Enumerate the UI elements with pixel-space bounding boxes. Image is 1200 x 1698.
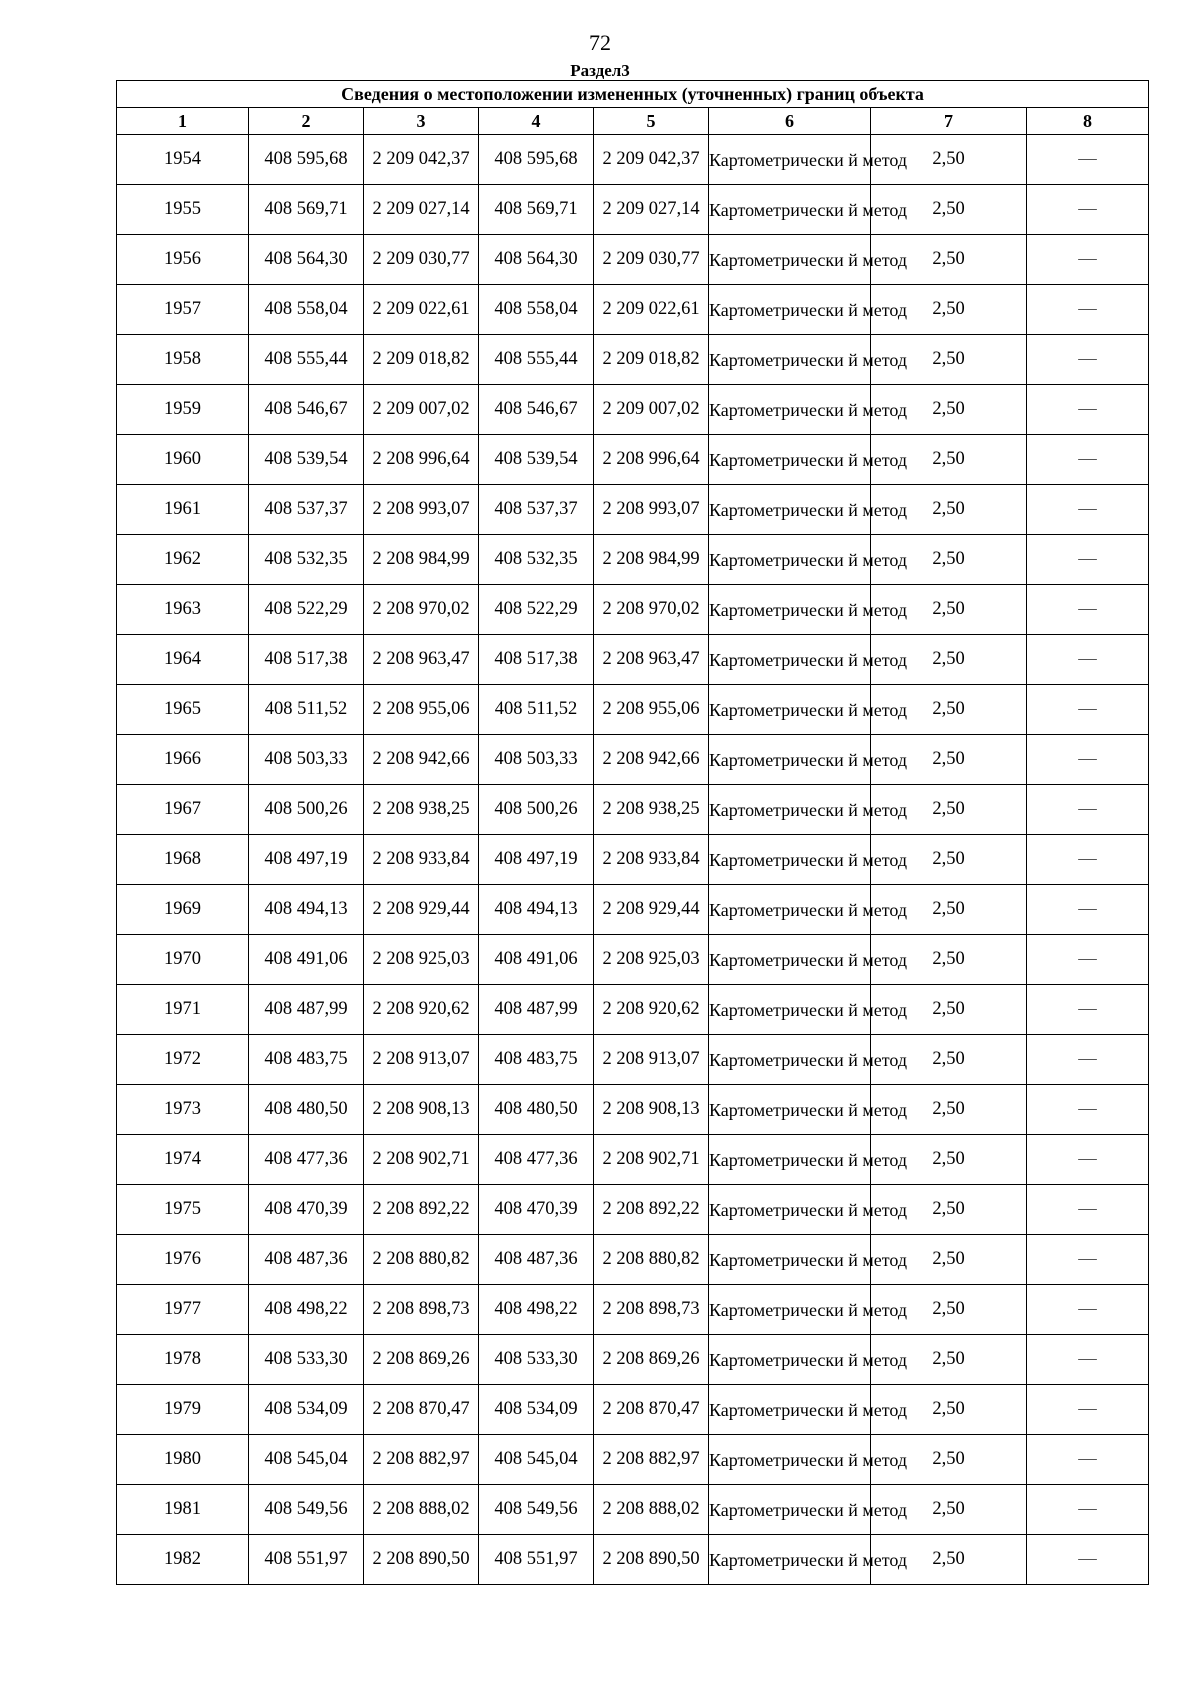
column-number: 4: [479, 108, 594, 135]
x-new-cell: 408 537,37: [479, 485, 594, 535]
x-new-cell: 408 491,06: [479, 935, 594, 985]
method-cell: Картометрически й метод: [709, 935, 871, 985]
y-new-cell: 2 208 933,84: [594, 835, 709, 885]
description-cell: —: [1027, 1185, 1149, 1235]
table-row: [117, 1535, 1149, 1585]
y-new-cell: 2 208 888,02: [594, 1485, 709, 1535]
description-cell: —: [1027, 235, 1149, 285]
x-old-cell: 408 555,44: [249, 335, 364, 385]
method-cell: Картометрически й метод: [709, 185, 871, 235]
method-cell: Картометрически й метод: [709, 735, 871, 785]
method-cell: Картометрически й метод: [709, 1335, 871, 1385]
x-new-cell: 408 558,04: [479, 285, 594, 335]
boundary-table: [116, 80, 1149, 1585]
y-new-cell: 2 209 018,82: [594, 335, 709, 385]
accuracy-cell: 2,50: [871, 585, 1027, 635]
x-new-cell: 408 487,99: [479, 985, 594, 1035]
y-new-cell: 2 208 984,99: [594, 535, 709, 585]
accuracy-cell: 2,50: [871, 1435, 1027, 1485]
description-cell: —: [1027, 535, 1149, 585]
description-cell: —: [1027, 385, 1149, 435]
accuracy-cell: 2,50: [871, 1385, 1027, 1435]
x-old-cell: 408 497,19: [249, 835, 364, 885]
y-new-cell: 2 209 030,77: [594, 235, 709, 285]
method-cell: Картометрически й метод: [709, 285, 871, 335]
y-old-cell: 2 208 898,73: [364, 1285, 479, 1335]
description-cell: —: [1027, 1285, 1149, 1335]
accuracy-cell: 2,50: [871, 985, 1027, 1035]
accuracy-cell: 2,50: [871, 385, 1027, 435]
y-new-cell: 2 208 870,47: [594, 1385, 709, 1435]
x-new-cell: 408 539,54: [479, 435, 594, 485]
x-new-cell: 408 564,30: [479, 235, 594, 285]
accuracy-cell: 2,50: [871, 135, 1027, 185]
description-cell: —: [1027, 185, 1149, 235]
description-cell: —: [1027, 1135, 1149, 1185]
table-row: [117, 285, 1149, 335]
x-new-cell: 408 595,68: [479, 135, 594, 185]
method-cell: Картометрически й метод: [709, 885, 871, 935]
y-old-cell: 2 208 920,62: [364, 985, 479, 1035]
method-cell: Картометрически й метод: [709, 1485, 871, 1535]
x-new-cell: 408 545,04: [479, 1435, 594, 1485]
table-row: [117, 385, 1149, 435]
x-old-cell: 408 494,13: [249, 885, 364, 935]
y-new-cell: 2 208 929,44: [594, 885, 709, 935]
y-old-cell: 2 208 938,25: [364, 785, 479, 835]
y-old-cell: 2 209 027,14: [364, 185, 479, 235]
description-cell: —: [1027, 735, 1149, 785]
method-cell: Картометрически й метод: [709, 1185, 871, 1235]
description-cell: —: [1027, 1035, 1149, 1085]
accuracy-cell: 2,50: [871, 1335, 1027, 1385]
method-cell: Картометрически й метод: [709, 1085, 871, 1135]
x-old-cell: 408 564,30: [249, 235, 364, 285]
point-number-cell: 1966: [117, 735, 249, 785]
x-old-cell: 408 534,09: [249, 1385, 364, 1435]
table-row: [117, 835, 1149, 885]
x-new-cell: 408 522,29: [479, 585, 594, 635]
table-row: [117, 1135, 1149, 1185]
page-number: 72: [589, 30, 611, 55]
description-cell: —: [1027, 285, 1149, 335]
point-number-cell: 1964: [117, 635, 249, 685]
accuracy-cell: 2,50: [871, 835, 1027, 885]
point-number-cell: 1967: [117, 785, 249, 835]
table-row: [117, 935, 1149, 985]
x-old-cell: 408 546,67: [249, 385, 364, 435]
x-old-cell: 408 569,71: [249, 185, 364, 235]
x-new-cell: 408 487,36: [479, 1235, 594, 1285]
x-new-cell: 408 470,39: [479, 1185, 594, 1235]
y-new-cell: 2 208 955,06: [594, 685, 709, 735]
x-old-cell: 408 537,37: [249, 485, 364, 535]
y-old-cell: 2 208 942,66: [364, 735, 479, 785]
y-old-cell: 2 208 880,82: [364, 1235, 479, 1285]
y-old-cell: 2 208 913,07: [364, 1035, 479, 1085]
x-old-cell: 408 558,04: [249, 285, 364, 335]
x-old-cell: 408 491,06: [249, 935, 364, 985]
x-new-cell: 408 511,52: [479, 685, 594, 735]
x-new-cell: 408 517,38: [479, 635, 594, 685]
description-cell: —: [1027, 1435, 1149, 1485]
accuracy-cell: 2,50: [871, 335, 1027, 385]
method-cell: Картометрически й метод: [709, 535, 871, 585]
accuracy-cell: 2,50: [871, 785, 1027, 835]
x-old-cell: 408 500,26: [249, 785, 364, 835]
x-old-cell: 408 517,38: [249, 635, 364, 685]
column-number: 2: [249, 108, 364, 135]
column-number: 6: [709, 108, 871, 135]
point-number-cell: 1972: [117, 1035, 249, 1085]
method-cell: Картометрически й метод: [709, 1385, 871, 1435]
x-old-cell: 408 498,22: [249, 1285, 364, 1335]
y-old-cell: 2 208 993,07: [364, 485, 479, 535]
method-cell: Картометрически й метод: [709, 1035, 871, 1085]
description-cell: —: [1027, 335, 1149, 385]
description-cell: —: [1027, 885, 1149, 935]
point-number-cell: 1982: [117, 1535, 249, 1585]
accuracy-cell: 2,50: [871, 1485, 1027, 1535]
y-old-cell: 2 208 888,02: [364, 1485, 479, 1535]
y-new-cell: 2 208 898,73: [594, 1285, 709, 1335]
accuracy-cell: 2,50: [871, 435, 1027, 485]
table-row: [117, 985, 1149, 1035]
method-cell: Картометрически й метод: [709, 435, 871, 485]
point-number-cell: 1981: [117, 1485, 249, 1535]
table-row: [117, 235, 1149, 285]
table-row: [117, 1485, 1149, 1535]
point-number-cell: 1965: [117, 685, 249, 735]
point-number-cell: 1974: [117, 1135, 249, 1185]
table-row: [117, 635, 1149, 685]
y-new-cell: 2 209 007,02: [594, 385, 709, 435]
column-number: 1: [117, 108, 249, 135]
y-new-cell: 2 208 970,02: [594, 585, 709, 635]
method-cell: Картометрически й метод: [709, 1135, 871, 1185]
y-old-cell: 2 208 996,64: [364, 435, 479, 485]
y-old-cell: 2 208 925,03: [364, 935, 479, 985]
x-new-cell: 408 500,26: [479, 785, 594, 835]
description-cell: —: [1027, 685, 1149, 735]
y-new-cell: 2 208 902,71: [594, 1135, 709, 1185]
point-number-cell: 1961: [117, 485, 249, 535]
y-old-cell: 2 209 042,37: [364, 135, 479, 185]
method-cell: Картометрически й метод: [709, 1235, 871, 1285]
y-old-cell: 2 209 007,02: [364, 385, 479, 435]
x-new-cell: 408 494,13: [479, 885, 594, 935]
method-cell: Картометрически й метод: [709, 1535, 871, 1585]
point-number-cell: 1978: [117, 1335, 249, 1385]
table-row: [117, 1435, 1149, 1485]
point-number-cell: 1970: [117, 935, 249, 985]
x-old-cell: 408 539,54: [249, 435, 364, 485]
accuracy-cell: 2,50: [871, 1235, 1027, 1285]
table-row: [117, 335, 1149, 385]
method-cell: Картометрически й метод: [709, 335, 871, 385]
y-new-cell: 2 209 042,37: [594, 135, 709, 185]
method-cell: Картометрически й метод: [709, 135, 871, 185]
accuracy-cell: 2,50: [871, 1185, 1027, 1235]
y-new-cell: 2 209 027,14: [594, 185, 709, 235]
accuracy-cell: 2,50: [871, 935, 1027, 985]
table-row: [117, 485, 1149, 535]
y-old-cell: 2 208 870,47: [364, 1385, 479, 1435]
description-cell: —: [1027, 135, 1149, 185]
table-row: [117, 735, 1149, 785]
description-cell: —: [1027, 835, 1149, 885]
y-old-cell: 2 208 970,02: [364, 585, 479, 635]
table-row: [117, 585, 1149, 635]
table-body: [117, 135, 1149, 1585]
point-number-cell: 1956: [117, 235, 249, 285]
table-caption: Сведения о местоположении измененных (уточненных) границ объекта: [117, 81, 1149, 108]
method-cell: Картометрически й метод: [709, 585, 871, 635]
point-number-cell: 1959: [117, 385, 249, 435]
description-cell: —: [1027, 785, 1149, 835]
x-new-cell: 408 497,19: [479, 835, 594, 885]
table-row: [117, 435, 1149, 485]
accuracy-cell: 2,50: [871, 1135, 1027, 1185]
y-new-cell: 2 208 880,82: [594, 1235, 709, 1285]
x-new-cell: 408 549,56: [479, 1485, 594, 1535]
accuracy-cell: 2,50: [871, 885, 1027, 935]
column-number: 5: [594, 108, 709, 135]
accuracy-cell: 2,50: [871, 235, 1027, 285]
accuracy-cell: 2,50: [871, 635, 1027, 685]
column-number: 7: [871, 108, 1027, 135]
y-old-cell: 2 209 018,82: [364, 335, 479, 385]
accuracy-cell: 2,50: [871, 285, 1027, 335]
y-new-cell: 2 208 892,22: [594, 1185, 709, 1235]
point-number-cell: 1977: [117, 1285, 249, 1335]
point-number-cell: 1955: [117, 185, 249, 235]
x-old-cell: 408 511,52: [249, 685, 364, 735]
accuracy-cell: 2,50: [871, 185, 1027, 235]
table-row: [117, 885, 1149, 935]
table-row: [117, 685, 1149, 735]
table-row: [117, 785, 1149, 835]
point-number-cell: 1979: [117, 1385, 249, 1435]
description-cell: —: [1027, 1385, 1149, 1435]
y-new-cell: 2 208 920,62: [594, 985, 709, 1035]
description-cell: —: [1027, 1335, 1149, 1385]
y-new-cell: 2 208 869,26: [594, 1335, 709, 1385]
x-old-cell: 408 549,56: [249, 1485, 364, 1535]
y-new-cell: 2 208 908,13: [594, 1085, 709, 1135]
table-row: [117, 1285, 1149, 1335]
accuracy-cell: 2,50: [871, 1535, 1027, 1585]
accuracy-cell: 2,50: [871, 735, 1027, 785]
y-new-cell: 2 208 882,97: [594, 1435, 709, 1485]
x-new-cell: 408 569,71: [479, 185, 594, 235]
x-old-cell: 408 503,33: [249, 735, 364, 785]
x-old-cell: 408 532,35: [249, 535, 364, 585]
method-cell: Картометрически й метод: [709, 385, 871, 435]
point-number-cell: 1963: [117, 585, 249, 635]
x-old-cell: 408 477,36: [249, 1135, 364, 1185]
description-cell: —: [1027, 435, 1149, 485]
method-cell: Картометрически й метод: [709, 985, 871, 1035]
point-number-cell: 1969: [117, 885, 249, 935]
x-new-cell: 408 546,67: [479, 385, 594, 435]
accuracy-cell: 2,50: [871, 1035, 1027, 1085]
x-old-cell: 408 522,29: [249, 585, 364, 635]
x-new-cell: 408 534,09: [479, 1385, 594, 1435]
description-cell: —: [1027, 585, 1149, 635]
y-old-cell: 2 208 933,84: [364, 835, 479, 885]
description-cell: —: [1027, 1535, 1149, 1585]
description-cell: —: [1027, 1485, 1149, 1535]
table-row: [117, 535, 1149, 585]
point-number-cell: 1976: [117, 1235, 249, 1285]
column-number: 3: [364, 108, 479, 135]
accuracy-cell: 2,50: [871, 1085, 1027, 1135]
x-old-cell: 408 470,39: [249, 1185, 364, 1235]
y-old-cell: 2 208 892,22: [364, 1185, 479, 1235]
y-new-cell: 2 208 996,64: [594, 435, 709, 485]
y-new-cell: 2 208 963,47: [594, 635, 709, 685]
y-old-cell: 2 208 963,47: [364, 635, 479, 685]
method-cell: Картометрически й метод: [709, 835, 871, 885]
y-new-cell: 2 208 925,03: [594, 935, 709, 985]
x-new-cell: 408 551,97: [479, 1535, 594, 1585]
point-number-cell: 1975: [117, 1185, 249, 1235]
table-row: [117, 135, 1149, 185]
x-old-cell: 408 545,04: [249, 1435, 364, 1485]
y-new-cell: 2 208 913,07: [594, 1035, 709, 1085]
x-new-cell: 408 555,44: [479, 335, 594, 385]
x-old-cell: 408 533,30: [249, 1335, 364, 1385]
description-cell: —: [1027, 985, 1149, 1035]
point-number-cell: 1960: [117, 435, 249, 485]
x-old-cell: 408 487,99: [249, 985, 364, 1035]
table-row: [117, 1335, 1149, 1385]
method-cell: Картометрически й метод: [709, 485, 871, 535]
x-new-cell: 408 498,22: [479, 1285, 594, 1335]
y-new-cell: 2 208 890,50: [594, 1535, 709, 1585]
y-new-cell: 2 209 022,61: [594, 285, 709, 335]
y-old-cell: 2 208 902,71: [364, 1135, 479, 1185]
x-new-cell: 408 503,33: [479, 735, 594, 785]
y-old-cell: 2 209 030,77: [364, 235, 479, 285]
point-number-cell: 1954: [117, 135, 249, 185]
x-old-cell: 408 487,36: [249, 1235, 364, 1285]
y-new-cell: 2 208 938,25: [594, 785, 709, 835]
description-cell: —: [1027, 1085, 1149, 1135]
y-old-cell: 2 208 908,13: [364, 1085, 479, 1135]
point-number-cell: 1957: [117, 285, 249, 335]
table-row: [117, 1235, 1149, 1285]
y-old-cell: 2 209 022,61: [364, 285, 479, 335]
y-old-cell: 2 208 929,44: [364, 885, 479, 935]
table-row: [117, 1185, 1149, 1235]
accuracy-cell: 2,50: [871, 485, 1027, 535]
method-cell: Картометрически й метод: [709, 785, 871, 835]
column-number-row: [117, 108, 1149, 135]
point-number-cell: 1958: [117, 335, 249, 385]
point-number-cell: 1980: [117, 1435, 249, 1485]
table-row: [117, 1385, 1149, 1435]
method-cell: Картометрически й метод: [709, 235, 871, 285]
y-new-cell: 2 208 942,66: [594, 735, 709, 785]
accuracy-cell: 2,50: [871, 685, 1027, 735]
description-cell: —: [1027, 1235, 1149, 1285]
x-new-cell: 408 480,50: [479, 1085, 594, 1135]
x-new-cell: 408 533,30: [479, 1335, 594, 1385]
method-cell: Картометрически й метод: [709, 1435, 871, 1485]
table-row: [117, 1085, 1149, 1135]
x-old-cell: 408 595,68: [249, 135, 364, 185]
method-cell: Картометрически й метод: [709, 685, 871, 735]
point-number-cell: 1973: [117, 1085, 249, 1135]
table-row: [117, 1035, 1149, 1085]
y-old-cell: 2 208 882,97: [364, 1435, 479, 1485]
point-number-cell: 1962: [117, 535, 249, 585]
table-row: [117, 185, 1149, 235]
accuracy-cell: 2,50: [871, 1285, 1027, 1335]
accuracy-cell: 2,50: [871, 535, 1027, 585]
point-number-cell: 1971: [117, 985, 249, 1035]
x-old-cell: 408 551,97: [249, 1535, 364, 1585]
column-number: 8: [1027, 108, 1149, 135]
section-title: Раздел3: [570, 61, 630, 80]
y-old-cell: 2 208 955,06: [364, 685, 479, 735]
x-new-cell: 408 532,35: [479, 535, 594, 585]
x-old-cell: 408 480,50: [249, 1085, 364, 1135]
description-cell: —: [1027, 485, 1149, 535]
y-old-cell: 2 208 869,26: [364, 1335, 479, 1385]
method-cell: Картометрически й метод: [709, 1285, 871, 1335]
x-new-cell: 408 477,36: [479, 1135, 594, 1185]
method-cell: Картометрически й метод: [709, 635, 871, 685]
x-new-cell: 408 483,75: [479, 1035, 594, 1085]
point-number-cell: 1968: [117, 835, 249, 885]
description-cell: —: [1027, 935, 1149, 985]
x-old-cell: 408 483,75: [249, 1035, 364, 1085]
y-old-cell: 2 208 890,50: [364, 1535, 479, 1585]
y-new-cell: 2 208 993,07: [594, 485, 709, 535]
description-cell: —: [1027, 635, 1149, 685]
y-old-cell: 2 208 984,99: [364, 535, 479, 585]
